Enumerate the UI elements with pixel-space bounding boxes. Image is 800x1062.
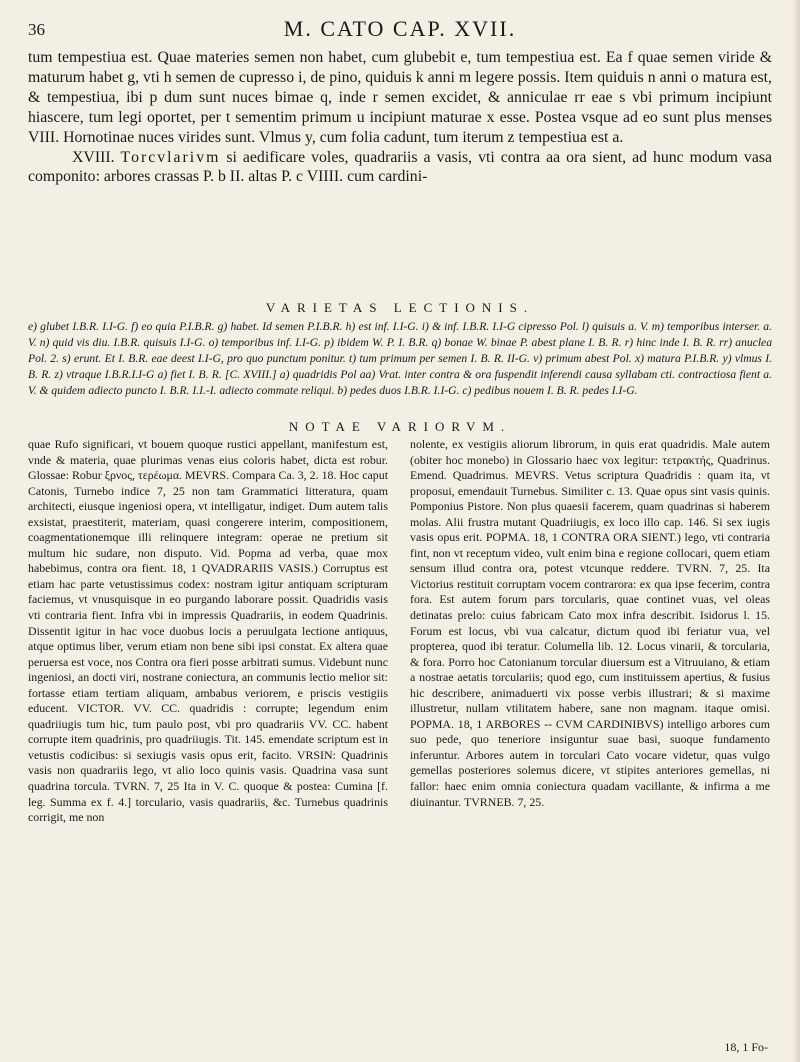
- page-edge-shadow: [792, 0, 800, 1062]
- book-page: [24, 0, 776, 1062]
- chapter-paragraph: [28, 148, 772, 188]
- notes-column-left: [28, 437, 388, 826]
- notes-heading: NOTAE VARIORVM.: [288, 419, 512, 434]
- notes-right-text: nolente, ex vestigiis aliorum librorum, in quis erat quadridis. Male autem (obiter hoc monebo) in Glossario haec vox legitur: τετρακτής, Quadrinus. Emend. Quadrimus. MEVRS. Vetus scriptura Quadridis : quam ita, vt proposui, emendauit Turnebus. Similiter c. 13. Quae opus sint vasis quinis. Pomponius Pistore. Non plus quaesii facerem, quam quadrinas si haberem molas. Alii frustra mutant Quadriiugis, ex loco illo cap. 146. Si sex iugis vasis opus erit. POPMA. 18, 1 CONTRA ORA SIENT.) lego, vti contraria fint, non vt receptum video, vult enim bina e regione collocari, quem etiam sensum illud contra ora, potest vtcunque reddere. TVRN. 7, 25. Ita Victorius restituit corruptam vocem contrarora: ex qua ipse fecerim, contra fora. Est autem forum pars torcularis, quae continet vuas, vel oleas detinatas prelo: cuius fabricam Cato mox infra describit. Isidorus l. 15. Forum est locus, vbi vua calcatur, dictum quod ibi feriatur vua, vel propterea, quod ibi teratur. Columella lib. 12. Locus vinarii, & torcularia, & fora. Porro hoc Catonianum torcular diuersum est a Vitruuiano, & etiam a nostrae aetatis torculariis; quod ego, cum instituissem apertius, & fusius hic describere, animaduerti vix posse verbis illustrari; & si maxime illustretur, nullam vtilitatem habere, sane non magnam. itaque omisi. POPMA. 18, 1 ARBORES -- CVM CARDINIBVS) intelligo arbores cum suo pede, quo teneriore insiguntur suae basi, suoque fundamento inferuntur. Arbores autem in torculari Cato vocare videtur, quas vulgo gemellas posteriores solemus dicere, vt stipites anteriores gemellas, ni fallor: haec enim omnia coniectura quadam vacillante, & infirma a me diuinantur. TVRNEB. 7, 25.: [410, 437, 770, 809]
- catchword: 18, 1 Fo-: [724, 1040, 768, 1054]
- notes-column-right: [410, 437, 770, 810]
- page-header: [24, 14, 776, 44]
- chapter-number: XVIII.: [72, 148, 115, 166]
- main-paragraph-2: si aedificare voles, quadrariis a vasis, vti contra aa ora sient, ad hunc modum vasa componito: arbores crassas P. b II. altas P. c VIIII. cum cardini-: [28, 148, 772, 186]
- variant-readings-text: e) glubet I.B.R. I.I-G. f) eo quia P.I.B.R. g) habet. Id semen P.I.B.R. h) est inf. I.I-G. i) & inf. I.B.R. I.I-G cipresso Pol. l) quisuis a. V. m) temporibus interser. a. V. n) quid vis diu. I.B.R. quisuis I.I-G. o) temporibus inf. I.I-G. p) ibidem W. P. I. B.R. q) bonae W. binae P. abest plane I. B. R. r) hinc inde I. B. R. rr) anuclea Pol. 2. s) erunt. Et I. B.R. eae deest I.I-G, pro quo punctum ponitur. t) tum primum per semen I. B. R. II-G. v) primum abest Pol. x) matura P.I.B.R. y) vlmus I. B. R. z) vtraque I.B.R.I.I-G a) fiet I. B. R. [C. XVIII.] a) quadridis Pol aa) Vrat. inter contra & ora fuspendit inferendi causa syllabam cti. contractiosa fient a. V. & quidem adiecto puncto I. B.R. I.I.-I. adiecto commate reliqui. b) pedes duos I.B.R. I.I-G. c) pedibus nouem I. B. R. pedes I.I-G.: [28, 320, 772, 397]
- chapter-word: Torcvlarivm: [120, 148, 221, 166]
- page-number: 36: [28, 20, 45, 39]
- variant-readings: [28, 319, 772, 399]
- running-head: M. CATO CAP. XVII.: [283, 16, 517, 41]
- main-paragraph-1: tum tempestiua est. Quae materies semen non habet, cum glubebit e, tum tempestiua est. Ea f quae semen viride & maturum habet g, vti h semen de cupresso i, de pino, quiduis k anni m legere possis. Item quiduis n anni o matura est, & tempestiua, ibi p dum sunt nuces bimae q, inde r semen excidet, & anniculae rr eae s vbi primum incipiunt hiascere, tum legi oportet, per t sementim primum u incipiunt maturae x esse. Postea vsque ad eo sunt plus menses VIII. Hornotinae nuces virides sunt. Vlmus y, cum folia cadunt, tum iterum z tempestiua est a.: [28, 49, 772, 146]
- variants-heading: VARIETAS LECTIONIS.: [265, 300, 535, 315]
- notes-left-text: quae Rufo significari, vt bouem quoque rustici appellant, manifestum est, vnde & materia, quae plurimas venas eius coloris habet, dicta est robur. Glossae: Robur ξρνος, τερέωμα. MEVRS. Compara Ca. 3, 2. 18. Hoc caput Catonis, Turnebo indice 7, 25 non tam Grammatici litteratura, quam architecti, eiusque ingeniosi opera, vt intelligatur, indiget. Dum autem talis exsistat, praestiterit, materiam, quasi congerere interim, compositionem, coagmentationemque illi relinquere integram: operae ne pretium sit multum hic sudare, non disputo. Vid. Popma ad verba, quae mox habebimus, contra ora fient. 18, 1 QVADRARIIS VASIS.) Corruptus est etiam hac parte vetustissimus codex: nostram igitur antiquam scripturam faciemus, vt vnusquisque in eo purgando laborare possit. Quadridis vasis vti contraria fient. Infra vbi in impressis Quadrariis, in eodem Quadrinis. Dissentit igitur in hac voce duobus locis a peruulgata lectione antiquus, atque optimus liber, verum etiam non bene sibi ipsi constat. Ex altera quae peruersa est voce, nos Contra ora fieri posse arbitrati sumus. Videbunt nunc ingeniosi, an docti viri, nostrane coniectura, an communis lectio melior sit: fortasse etiam tertiam aliquam, ambabus veriorem, e priscis vestigiis educent. VICTOR. VV. CC. quadridis : corrupte; legendum enim quadriiugis tum hic, tum paulo post, vbi pro quadrariis VV. CC. habent corrupte item quadrinis, pro quadriiugis. Tit. 145. emendate scriptum est in vetustis codicibus: si sexiugis vasis opus erit, facito. VRSIN: Quadrinis vasis non quadrariis lego, vt alio loco quinis vasis. Quadrina vasa sunt quadrina torcula. TVRN. 7, 25 Ita in V. C. quoque & postea: Cumina [f. leg. Summa ex f. 4.] torculario, vasis quadrariis, &c. Turnebus quadrinis corrigit, me non: [28, 437, 388, 825]
- main-text: [28, 48, 772, 187]
